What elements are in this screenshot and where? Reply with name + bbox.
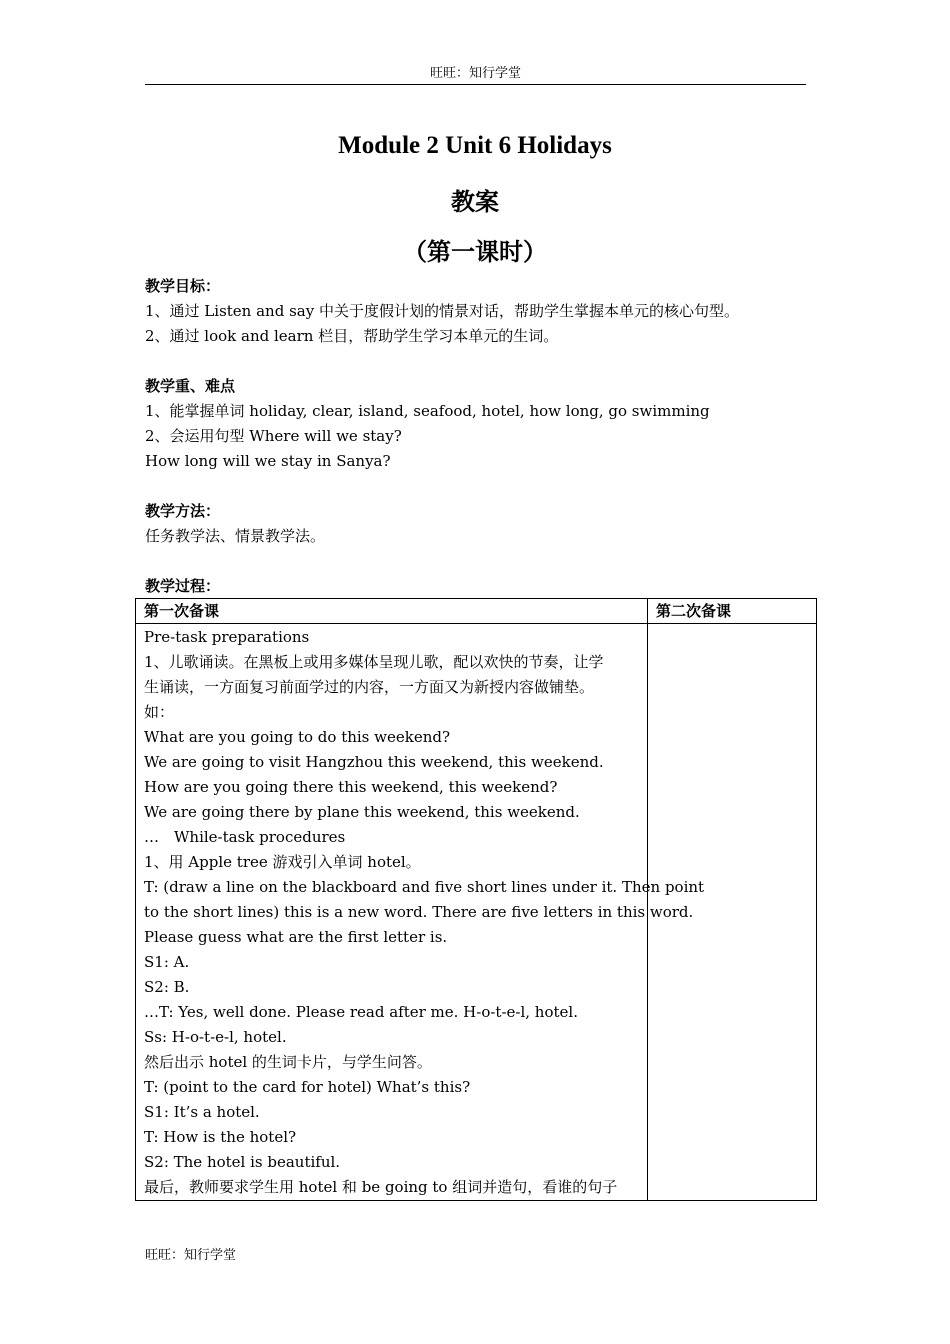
content-line: 然后出示 hotel 的生词卡片，与学生问答。 (144, 1053, 432, 1071)
content-line: S2: The hotel is beautiful. (144, 1153, 341, 1171)
objective-item: 2、通过 look and learn 栏目，帮助学生学习本单元的生词。 (145, 327, 559, 345)
content-line: T: (point to the card for hotel) What’s this? (144, 1078, 471, 1096)
document-subtitle: 教案 (451, 187, 499, 216)
content-line: We are going there by plane this weekend, this weekend. (144, 803, 580, 821)
objectives-section (145, 274, 806, 349)
content-line: 如： (144, 703, 175, 721)
content-line: 1、用 Apple tree 游戏引入单词 hotel。 (144, 853, 421, 871)
content-line: 1、儿歌诵读。在黑板上或用多媒体呈现儿歌，配以欢快的节奏，让学 (144, 653, 604, 671)
lesson-plan-table (135, 598, 817, 1201)
lesson-period: （第一课时） (403, 237, 547, 266)
objective-item: 1、通过 Listen and say 中关于度假计划的情景对话，帮助学生掌握本单元的核心句型。 (145, 302, 739, 320)
content-line: … While-task procedures (144, 828, 346, 846)
table-row (136, 624, 817, 1201)
content-line: Ss: H-o-t-e-l, hotel. (144, 1028, 287, 1046)
content-line: to the short lines) this is a new word. There are five letters in this word. (144, 903, 694, 921)
first-prep-header: 第一次备课 (136, 599, 648, 624)
keypoints-section (145, 374, 806, 474)
content-line: What are you going to do this weekend? (144, 728, 451, 746)
page-header: 旺旺：知行学堂 (145, 64, 806, 85)
methods-heading: 教学方法： (145, 502, 221, 520)
content-line: We are going to visit Hangzhou this weekend, this weekend. (144, 753, 604, 771)
content-line: T: How is the hotel? (144, 1128, 297, 1146)
methods-text: 任务教学法、情景教学法。 (145, 527, 326, 545)
content-line: 最后，教师要求学生用 hotel 和 be going to 组词并造句，看谁的句子 (144, 1178, 618, 1196)
second-prep-header: 第二次备课 (648, 599, 817, 624)
methods-section (145, 499, 806, 549)
content-line: Pre-task preparations (144, 628, 310, 646)
process-section (145, 574, 806, 599)
process-heading: 教学过程： (145, 577, 221, 595)
content-line: 生诵读，一方面复习前面学过的内容，一方面又为新授内容做铺垫。 (144, 678, 595, 696)
content-line: S1: It’s a hotel. (144, 1103, 260, 1121)
page-footer: 旺旺：知行学堂 (145, 1248, 237, 1263)
document-title: Module 2 Unit 6 Holidays (338, 132, 612, 159)
content-line: Please guess what are the first letter is. (144, 928, 448, 946)
content-line: How are you going there this weekend, this weekend? (144, 778, 558, 796)
first-prep-content (136, 624, 705, 1201)
content-line: S2: B. (144, 978, 190, 996)
objectives-heading: 教学目标： (145, 277, 221, 295)
keypoint-item: 1、能掌握单词 holiday, clear, island, seafood, hotel, how long, go swimming (145, 402, 710, 420)
content-line: …T: Yes, well done. Please read after me. H-o-t-e-l, hotel. (144, 1003, 578, 1021)
content-line: T: (draw a line on the blackboard and five short lines under it. Then point (144, 878, 705, 896)
table-header-row (136, 599, 817, 624)
keypoint-item: 2、会运用句型 Where will we stay? (145, 427, 402, 445)
keypoint-item: How long will we stay in Sanya? (145, 452, 391, 470)
keypoints-heading: 教学重、难点 (145, 377, 236, 395)
content-line: S1: A. (144, 953, 190, 971)
